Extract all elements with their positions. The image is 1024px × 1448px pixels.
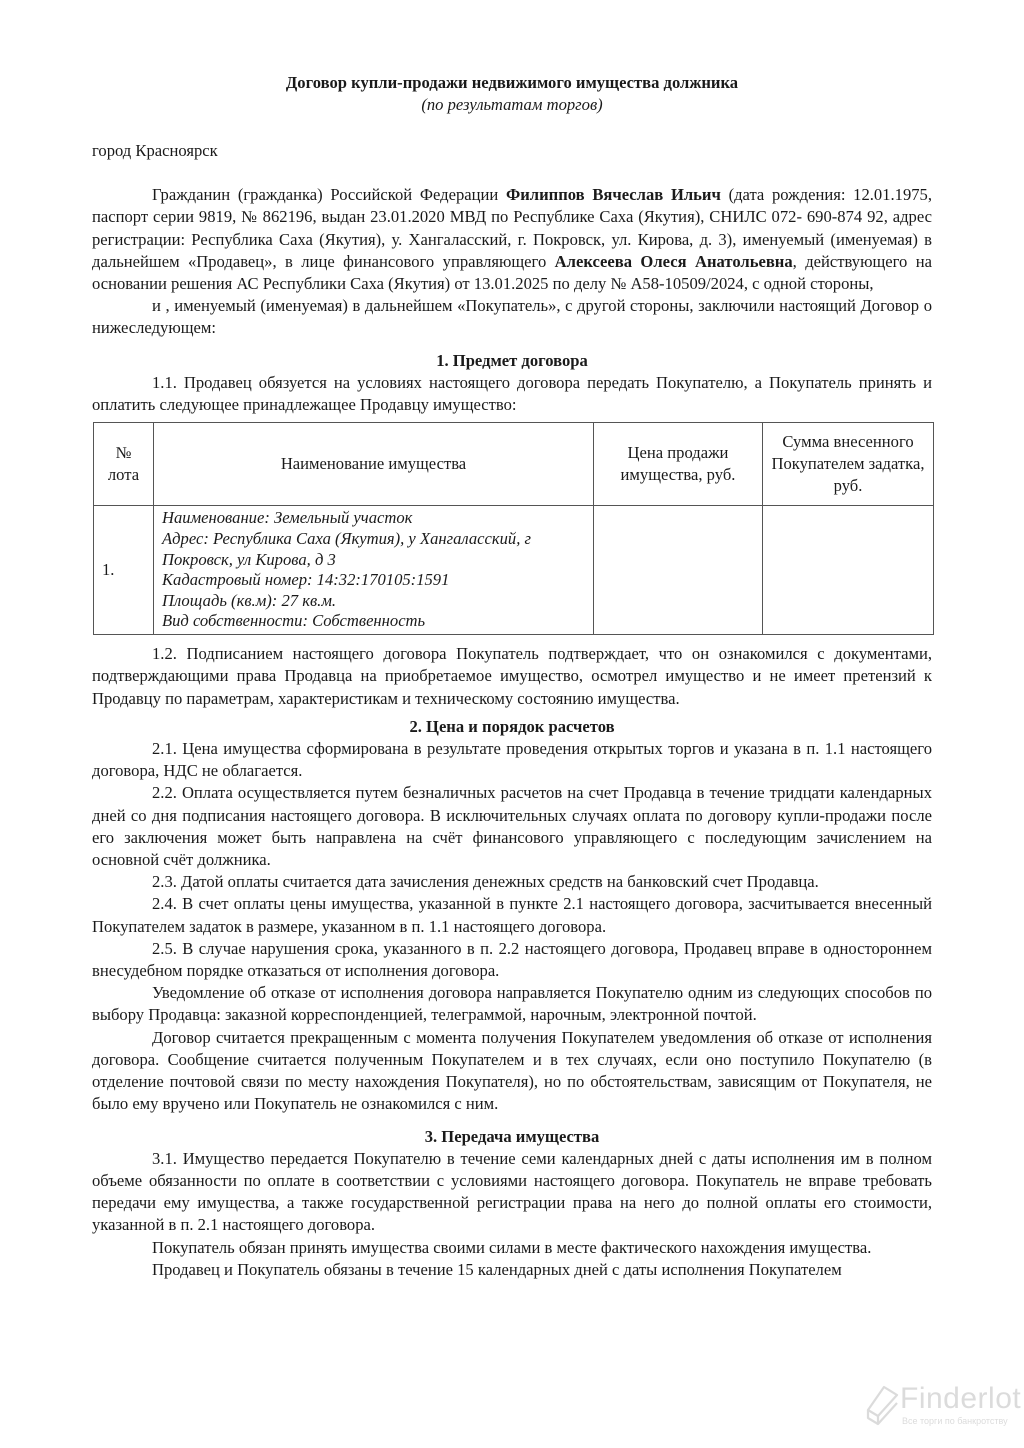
col-header-lot-number: № лота: [94, 423, 154, 506]
lots-table-header-row: [94, 423, 934, 506]
lot-number-cell: 1.: [94, 506, 154, 635]
ownership-type-line: Вид собственности: Собственность: [162, 611, 426, 631]
clause-3-continued: Продавец и Покупатель обязаны в течение 15 календарных дней с даты исполнения Покупателем: [152, 1259, 842, 1279]
col-header-sale-price: Цена продажи имущества, руб.: [594, 423, 763, 506]
deposit-cell: [763, 506, 934, 635]
clause-2-4: 2.4. В счет оплаты цены имущества, указанной в пункте 2.1 настоящего договора, засчитывается внесенный Покупателем задаток в размере, указанном в п. 1.1 настоящего договора.: [92, 894, 932, 936]
clause-2-5: 2.5. В случае нарушения срока, указанного в п. 2.2 настоящего договора, Продавец вправе в одностороннем внесудебном порядке отказаться от исполнения договора.: [92, 938, 932, 981]
property-address-line: Адрес: Республика Саха (Якутия), у Хангаласский, г: [162, 529, 531, 549]
col-header-property-name: Наименование имущества: [154, 423, 594, 506]
document-title: Договор купли-продажи недвижимого имущества должника: [285, 73, 739, 92]
clause-1-1: 1.1. Продавец обязуется на условиях настоящего договора передать Покупателю, а Покупатель принять и оплатить следующее принадлежащее Продавцу имущество:: [92, 372, 932, 415]
preamble-text: Гражданин (гражданка) Российской Федерации: [152, 185, 506, 205]
clause-2-notice: Уведомление об отказе от исполнения договора направляется Покупателю одним из следующих способов по выбору Продавца: заказной корреспонденцией, телеграммой, нарочным, электронной почтой.: [92, 983, 932, 1025]
clause-3-acceptance: Покупатель обязан принять имущества своими силами в месте фактического нахождения имущества.: [152, 1237, 872, 1257]
cadastral-number-line: Кадастровый номер: 14:32:170105:1591: [162, 570, 450, 590]
seller-name: Филиппов Вячеслав Ильич: [505, 185, 721, 205]
finderlot-watermark: [862, 1380, 1022, 1436]
sale-price-cell: [594, 506, 763, 635]
lots-table: [93, 422, 934, 635]
section-1-heading: 1. Предмет договора: [436, 350, 588, 370]
table-row: [94, 506, 934, 635]
financial-manager-name: Алексеева Олеся Анатольевна: [554, 251, 793, 271]
clause-3-1: 3.1. Имущество передается Покупателю в течение семи календарных дней с даты исполнения им в полном объеме обязанности по оплате в соответствии с условиями настоящего договора. Покупатель не вправе требовать передачи ему имущества, а также государственной регистрации права на него до полной оплаты его стоимости, указанной в п. 2.1 настоящего договора.: [92, 1148, 932, 1235]
watermark-brand: Finderlot: [900, 1382, 1022, 1415]
clause-1-2: 1.2. Подписанием настоящего договора Покупатель подтверждает, что он ознакомился с документами, подтверждающими права Продавца на приобретаемое имущество, осмотрел имущество и не имеет претензий к Продавцу по параметрам, характеристикам и техническому состоянию имущества.: [92, 644, 932, 708]
city-line: город Красноярск: [92, 141, 218, 160]
property-address-line-cont: Покровск, ул Кирова, д 3: [162, 549, 336, 569]
clause-2-1: 2.1. Цена имущества сформирована в результате проведения открытых торгов и указана в п. 1.1 настоящего договора, НДС не облагается.: [92, 739, 932, 781]
contract-page: [92, 72, 932, 1281]
property-description-cell: [154, 506, 594, 635]
preamble-parties: [92, 184, 932, 295]
document-subtitle: (по результатам торгов): [421, 95, 603, 114]
preamble-text: , действующего на основании решения АС Республики Саха (Якутия) от 13.01.2025 по делу № А58-10509/2024, с одной стороны,: [92, 251, 932, 294]
clause-2-3: 2.3. Датой оплаты считается дата зачисления денежных средств на банковский счет Продавца.: [152, 872, 819, 892]
preamble-text: (дата рождения: 12.01.1975, паспорт серии 9819, № 862196, выдан 23.01.2020 МВД по Республике Саха (Якутия), СНИЛС 072- 690-874 92, адрес регистрации: Республика Саха (Якутия), у. Хангаласский, г. Покровск, ул. Кирова, д. 3), именуемый (именуемая) в дальнейшем «Продавец», в лице финансового управляющего: [92, 185, 932, 271]
area-line: Площадь (кв.м): 27 кв.м.: [162, 590, 337, 610]
section-3-heading: 3. Передача имущества: [424, 1126, 600, 1146]
clause-2-termination: Договор считается прекращенным с момента получения Покупателем уведомления об отказе от исполнения договора. Сообщение считается полученным Покупателем и в тех случаях, если оно поступило Покупателю (в отделение почтовой связи по месту нахождения Покупателя), но по обстоятельствам, зависящим от Покупателя, не было ему вручено или Покупатель не ознакомился с ним.: [92, 1027, 932, 1114]
property-name-line: Наименование: Земельный участок: [162, 508, 413, 528]
watermark-tagline: Все торги по банкротству: [902, 1416, 1008, 1426]
col-header-deposit: Сумма внесенного Покупателем задатка, руб.: [763, 423, 934, 506]
section-2-heading: 2. Цена и порядок расчетов: [409, 716, 615, 736]
preamble-buyer: и , именуемый (именуемая) в дальнейшем «Покупатель», с другой стороны, заключили настоящий Договор о нижеследующем:: [92, 296, 932, 338]
finderlot-logo-icon: [864, 1384, 900, 1428]
clause-2-2: 2.2. Оплата осуществляется путем безналичных расчетов на счет Продавца в течение тридцати календарных дней со дня подписания настоящего договора. В исключительных случаях оплата по договору купли-продажи после его заключения может быть направлена на счёт финансового управляющего с последующим зачислением на основной счёт должника.: [92, 783, 932, 870]
